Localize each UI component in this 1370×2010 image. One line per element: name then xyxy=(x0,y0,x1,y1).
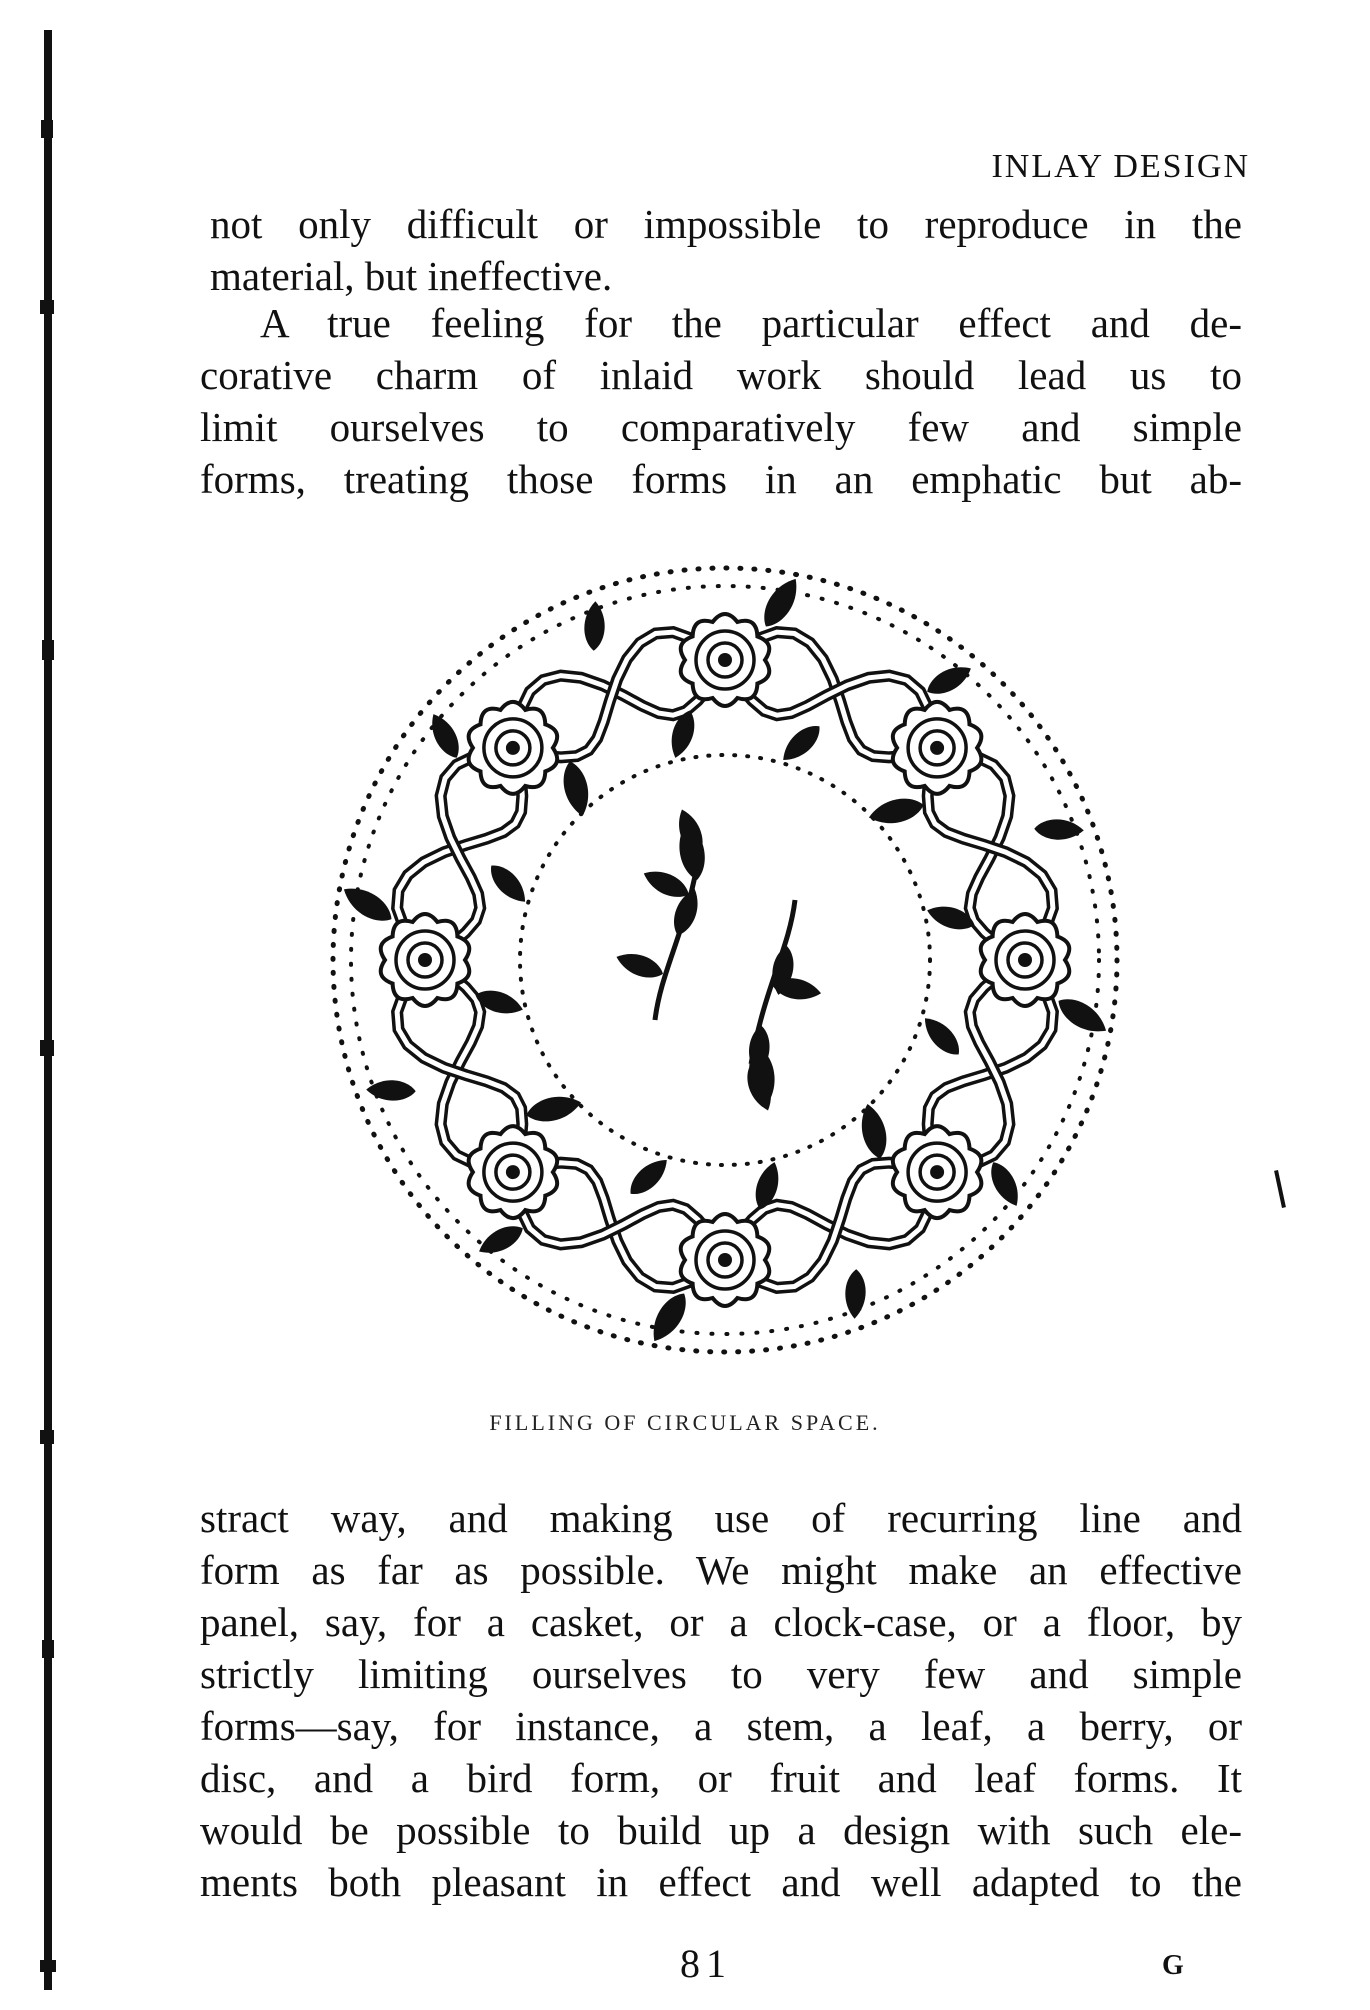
binding-edge xyxy=(0,0,80,2010)
paragraph-3 xyxy=(200,1492,1242,1908)
leaf xyxy=(613,947,666,983)
leaf xyxy=(776,719,826,768)
signature-mark: G xyxy=(1162,1950,1184,1981)
rose-blossom xyxy=(981,914,1070,1006)
leaf xyxy=(844,1269,866,1319)
text-line: stract way, and making use of recurring line and xyxy=(200,1495,1242,1541)
rose-blossom xyxy=(381,914,470,1006)
rose-center xyxy=(718,1253,732,1267)
text-line: would be possible to build up a design with such ele- xyxy=(200,1807,1242,1853)
inner-dotted-ring xyxy=(520,755,930,1165)
text-line: A true feeling for the particular effect and de- xyxy=(260,300,1242,346)
text-line: strictly limiting ourselves to very few and simple xyxy=(200,1651,1242,1697)
rose-blossom xyxy=(893,1126,982,1218)
text-line: limit ourselves to comparatively few and simple xyxy=(200,404,1242,450)
text-line: material, but ineffective. xyxy=(210,253,613,299)
circular-rose-illustration xyxy=(325,550,1125,1370)
leaf xyxy=(524,1091,584,1126)
text-line: disc, and a bird form, or fruit and leaf forms. It xyxy=(200,1755,1242,1801)
center-leaf-sprays xyxy=(561,803,880,1117)
leaf xyxy=(1034,819,1084,841)
leaf xyxy=(484,859,533,909)
margin-mark xyxy=(1274,1170,1286,1208)
leaf xyxy=(645,1287,694,1347)
spray-stem xyxy=(691,900,855,1064)
rose-center xyxy=(1018,953,1032,967)
leaf xyxy=(338,880,398,929)
text-line: not only difficult or impossible to reproduce in the xyxy=(210,201,1242,247)
leaf xyxy=(474,1219,527,1260)
leaf xyxy=(866,794,926,829)
text-line: form as far as possible. We might make an effective xyxy=(200,1547,1242,1593)
leaf xyxy=(918,1011,967,1061)
text-line: forms, treating those forms in an emphatic but ab- xyxy=(200,456,1242,502)
leaf xyxy=(984,1157,1025,1210)
rose-blossom xyxy=(469,1126,558,1218)
leaf xyxy=(624,1153,674,1202)
rose-blossom xyxy=(681,1214,770,1306)
leaf xyxy=(756,573,805,633)
leaf-spray xyxy=(561,803,775,1025)
leaf-spray xyxy=(675,900,880,1117)
rose-blossom xyxy=(681,614,770,706)
leaf xyxy=(559,759,594,819)
rose-blossoms xyxy=(381,614,1070,1306)
rose-blossom xyxy=(893,702,982,794)
rose-center xyxy=(930,741,944,755)
rose-center xyxy=(930,1165,944,1179)
figure-caption: FILLING OF CIRCULAR SPACE. xyxy=(489,1410,881,1435)
page-number: 81 xyxy=(680,1941,732,1986)
text-line: panel, say, for a casket, or a clock-case, or a floor, by xyxy=(200,1599,1242,1645)
text-line: forms—say, for instance, a stem, a leaf, a berry, or xyxy=(200,1703,1242,1749)
paragraph-1 xyxy=(210,198,1242,302)
leaf xyxy=(856,1101,891,1161)
leaf xyxy=(424,709,465,762)
paragraph-2 xyxy=(200,297,1242,505)
rose-blossom xyxy=(469,702,558,794)
running-head: INLAY DESIGN xyxy=(991,148,1250,185)
rose-center xyxy=(506,741,520,755)
text-line: corative charm of inlaid work should lead us to xyxy=(200,352,1242,398)
leaf xyxy=(922,659,975,700)
rose-center xyxy=(506,1165,520,1179)
text-line: ments both pleasant in effect and well adapted to the xyxy=(200,1859,1242,1905)
rose-center xyxy=(718,653,732,667)
rose-center xyxy=(418,953,432,967)
leaf xyxy=(1052,991,1112,1040)
